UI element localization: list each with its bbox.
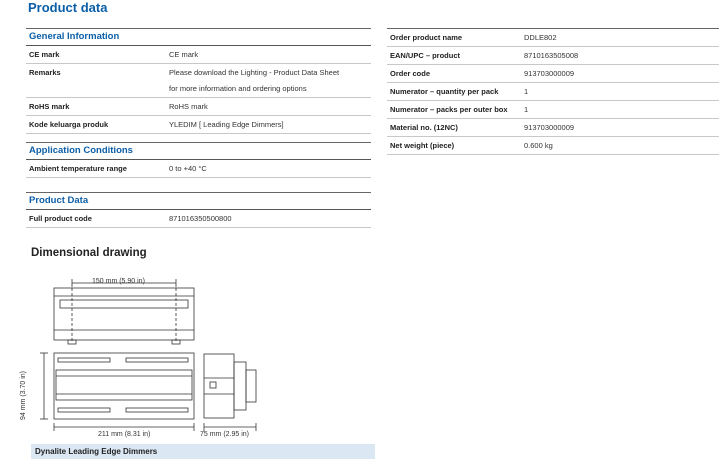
row-value: 913703000009 xyxy=(524,123,575,132)
height-label: 94 mm (3.70 in) xyxy=(20,370,27,420)
row-key: Material no. (12NC) xyxy=(390,123,458,132)
front-width-label: 211 mm (8.31 in) xyxy=(98,431,151,438)
row-value: CE mark xyxy=(169,50,199,59)
row-value xyxy=(166,64,371,97)
general-information-heading: General Information xyxy=(26,28,371,46)
depth-label: 75 mm (2.95 in) xyxy=(200,431,250,438)
drawing-caption: Dynalite Leading Edge Dimmers xyxy=(31,444,375,459)
row-key: Numerator – quantity per pack xyxy=(390,87,499,96)
row-key: CE mark xyxy=(29,50,60,59)
row-value: 913703000009 xyxy=(524,69,575,78)
front-view-body xyxy=(54,353,194,419)
general-information-section xyxy=(26,28,371,134)
row-value: 8710163505008 xyxy=(524,51,579,60)
table-row xyxy=(387,83,719,101)
page-title: Product data xyxy=(28,0,108,15)
side-view-body xyxy=(204,354,234,418)
row-value: 0 to +40 °C xyxy=(169,164,207,173)
table-row xyxy=(387,101,719,119)
row-key: Order code xyxy=(390,69,431,78)
row-key: RoHS mark xyxy=(29,102,70,111)
row-value: 871016350500800 xyxy=(169,214,232,223)
row-key: Order product name xyxy=(390,33,463,42)
application-conditions-heading: Application Conditions xyxy=(26,142,371,160)
product-data-section xyxy=(26,192,371,228)
row-key: Ambient temperature range xyxy=(29,164,127,173)
row-value: 0.600 kg xyxy=(524,141,553,150)
product-data-heading: Product Data xyxy=(26,192,371,210)
row-value: 1 xyxy=(524,105,529,114)
row-value: RoHS mark xyxy=(169,102,208,111)
table-row xyxy=(387,119,719,137)
row-key: EAN/UPC – product xyxy=(390,51,461,60)
table-row xyxy=(26,64,371,98)
row-key: Net weight (piece) xyxy=(390,141,455,150)
table-row xyxy=(26,46,371,64)
row-value: YLEDIM [ Leading Edge Dimmers] xyxy=(169,120,284,129)
application-conditions-section xyxy=(26,142,371,178)
table-row xyxy=(26,210,371,228)
table-row xyxy=(387,29,719,47)
remarks-line-1: Please download the Lighting - Product Data Sheet xyxy=(169,68,340,77)
row-key: Full product code xyxy=(29,214,92,223)
row-key: Remarks xyxy=(29,68,61,77)
table-row xyxy=(26,160,371,178)
table-row xyxy=(387,65,719,83)
dimensional-drawing-title: Dimensional drawing xyxy=(31,247,147,259)
table-row xyxy=(26,98,371,116)
ordering-table xyxy=(387,28,719,155)
remarks-line-2: for more information and ordering options xyxy=(169,84,307,93)
row-key: Numerator – packs per outer box xyxy=(390,105,508,114)
row-value: DDLE802 xyxy=(524,33,557,42)
table-row xyxy=(26,116,371,134)
top-width-label: 150 mm (5.90 in) xyxy=(92,278,145,285)
table-row xyxy=(387,137,719,155)
dimensional-drawing xyxy=(0,270,300,445)
table-row xyxy=(387,47,719,65)
row-key: Kode keluarga produk xyxy=(29,120,109,129)
row-value: 1 xyxy=(524,87,529,96)
